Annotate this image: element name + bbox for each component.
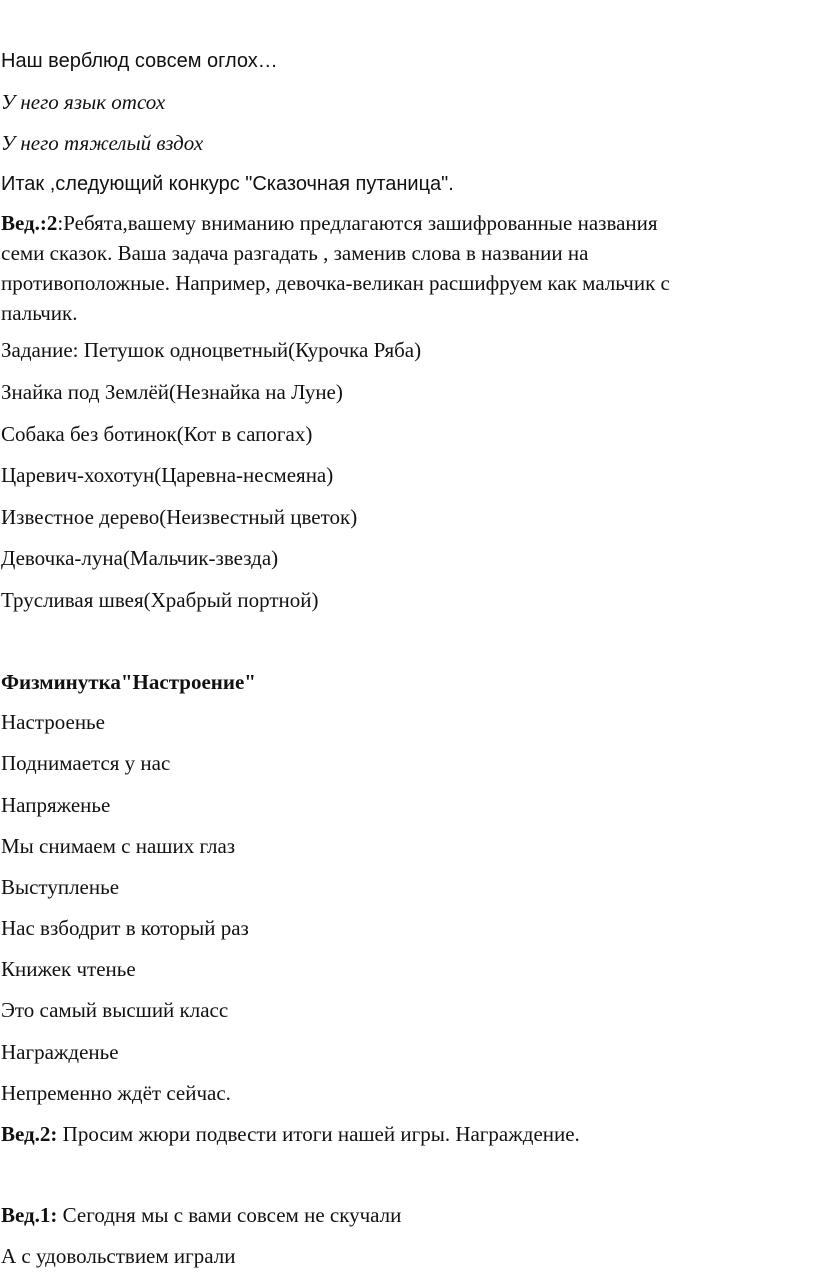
ved1-closing-line-2: А с удовольствием играли (1, 1244, 236, 1268)
task-paragraph-line-4: пальчик. (1, 301, 78, 325)
riddle-item: Трусливая швея(Храбрый портной) (1, 588, 319, 612)
poem-line: Напряженье (1, 793, 111, 817)
task-paragraph-line-1 (1, 208, 801, 238)
intro-line-3: У него тяжелый вздох (1, 131, 204, 155)
poem-line: Поднимается у нас (1, 751, 171, 775)
riddle-item: Известное дерево(Неизвестный цветок) (1, 505, 358, 529)
ved1-closing-line (1, 1202, 401, 1228)
task-paragraph (1, 208, 801, 328)
contest-announcement: Итак ,следующий конкурс "Сказочная путаница". (1, 173, 454, 195)
speaker-label: Вед.:2 (1, 211, 58, 235)
riddle-item: Знайка под Землёй(Незнайка на Луне) (1, 380, 343, 404)
riddle-item: Девочка-луна(Мальчик-звезда) (1, 546, 279, 570)
task-paragraph-line-3: противоположные. Например, девочка-великан расшифруем как мальчик с (1, 271, 670, 295)
poem-line: Настроенье (1, 710, 105, 734)
poem-line: Выступленье (1, 875, 120, 899)
riddle-item: Царевич-хохотун(Царевна-несмеяна) (1, 463, 334, 487)
poem-line: Награжденье (1, 1040, 119, 1064)
riddle-item: Задание: Петушок одноцветный(Курочка Ряба) (1, 338, 422, 362)
intro-line-2: У него язык отсох (1, 90, 166, 114)
ved2-results-text: Просим жюри подвести итоги нашей игры. Награждение. (57, 1122, 580, 1146)
ved2-results-line (1, 1121, 580, 1147)
poem-line: Книжек чтенье (1, 957, 136, 981)
speaker-label: Вед.2: (1, 1122, 58, 1146)
fizminutka-title: Физминутка"Настроение" (1, 670, 256, 694)
riddle-item: Собака без ботинок(Кот в сапогах) (1, 422, 313, 446)
poem-line: Непременно ждёт сейчас. (1, 1081, 231, 1105)
ved1-closing-text: Сегодня мы с вами совсем не скучали (57, 1203, 402, 1227)
task-text: :Ребята,вашему вниманию предлагаются зашифрованные названия (57, 211, 658, 235)
poem-line: Нас взбодрит в который раз (1, 916, 249, 940)
speaker-label: Вед.1: (1, 1203, 58, 1227)
poem-line: Это самый высший класс (1, 998, 229, 1022)
poem-line: Мы снимаем с наших глаз (1, 834, 236, 858)
task-paragraph-line-2: семи сказок. Ваша задача разгадать , заменив слова в названии на (1, 241, 589, 265)
intro-line-1: Наш верблюд совсем оглох… (1, 50, 278, 72)
